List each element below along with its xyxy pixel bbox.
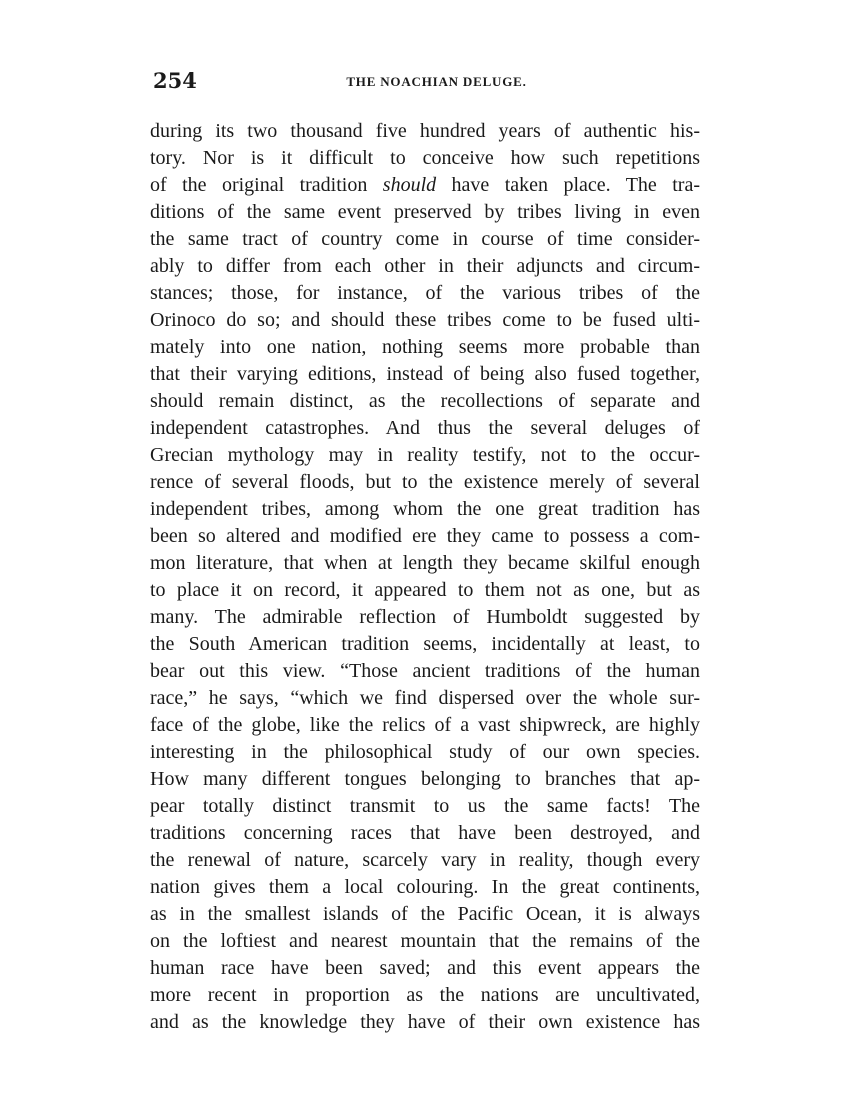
body-text [150, 118, 700, 1036]
text-line: independent tribes, among whom the one great tradition has [150, 498, 700, 520]
page-number: 254 [153, 68, 197, 93]
text-line: and as the knowledge they have of their own existence has [150, 1011, 700, 1033]
text-line: more recent in proportion as the nations are uncultivated, [150, 984, 700, 1006]
text-line: been so altered and modified ere they came to possess a com- [150, 525, 700, 547]
text-line: should remain distinct, as the recollections of separate and [150, 390, 700, 412]
text-line: human race have been saved; and this event appears the [150, 957, 700, 979]
text-line: How many different tongues belonging to branches that ap- [150, 768, 700, 790]
text-line: the same tract of country come in course of time consider- [150, 228, 700, 250]
page-header [153, 68, 700, 98]
text-line: pear totally distinct transmit to us the same facts! The [150, 795, 700, 817]
text-line: independent catastrophes. And thus the several deluges of [150, 417, 700, 439]
text-segment: have taken place. The tra- [436, 174, 700, 196]
text-segment: of the original tradition [150, 174, 383, 196]
text-line: mon literature, that when at length they became skilful enough [150, 552, 700, 574]
text-line: on the loftiest and nearest mountain that the remains of the [150, 930, 700, 952]
text-line: bear out this view. “Those ancient traditions of the human [150, 660, 700, 682]
text-line: Orinoco do so; and should these tribes come to be fused ulti- [150, 309, 700, 331]
text-line: the renewal of nature, scarcely vary in reality, though every [150, 849, 700, 871]
text-line: mately into one nation, nothing seems more probable than [150, 336, 700, 358]
text-line: many. The admirable reflection of Humboldt suggested by [150, 606, 700, 628]
text-line: the South American tradition seems, incidentally at least, to [150, 633, 700, 655]
text-line: as in the smallest islands of the Pacific Ocean, it is always [150, 903, 700, 925]
text-line: traditions concerning races that have been destroyed, and [150, 822, 700, 844]
text-line: interesting in the philosophical study of our own species. [150, 741, 700, 763]
text-line [150, 172, 700, 199]
text-line: nation gives them a local colouring. In the great continents, [150, 876, 700, 898]
text-line: that their varying editions, instead of being also fused together, [150, 363, 700, 385]
text-line: rence of several floods, but to the existence merely of several [150, 471, 700, 493]
text-line: to place it on record, it appeared to them not as one, but as [150, 579, 700, 601]
text-line: race,” he says, “which we find dispersed over the whole sur- [150, 687, 700, 709]
text-line: ditions of the same event preserved by tribes living in even [150, 201, 700, 223]
text-line: face of the globe, like the relics of a vast shipwreck, are highly [150, 714, 700, 736]
text-line: during its two thousand five hundred years of authentic his- [150, 120, 700, 142]
text-line: tory. Nor is it difficult to conceive how such repetitions [150, 147, 700, 169]
italic-text: should [382, 174, 437, 196]
running-title: THE NOACHIAN DELUGE. [346, 74, 527, 89]
text-line: stances; those, for instance, of the various tribes of the [150, 282, 700, 304]
text-line: Grecian mythology may in reality testify, not to the occur- [150, 444, 700, 466]
text-line: ably to differ from each other in their adjuncts and circum- [150, 255, 700, 277]
